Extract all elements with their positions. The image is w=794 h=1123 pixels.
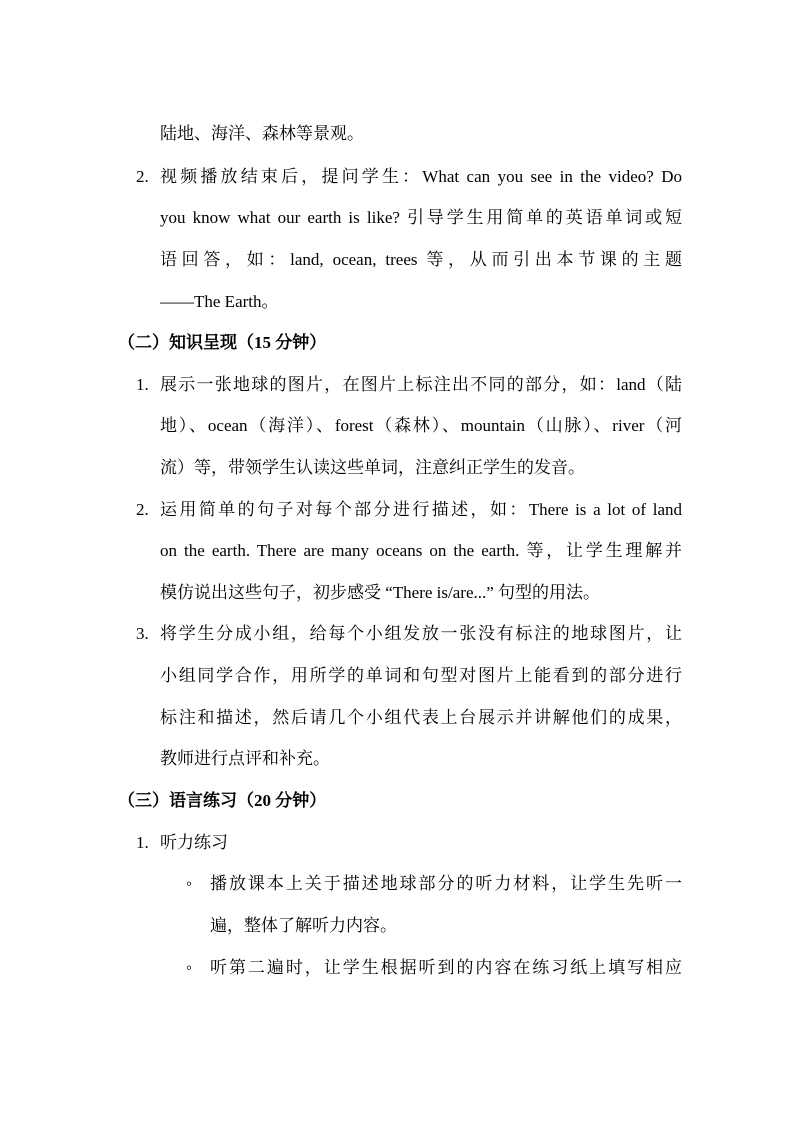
section3-heading: （三）语言练习（20 分钟） [118, 791, 327, 810]
intro-item2-line-1: 视频播放结束后，提问学生：What can you see in the video? Do [160, 167, 682, 186]
intro-item2-line-2: you know what our earth is like? 引导学生用简单的英语单词或短 [160, 208, 682, 227]
section2-item3-line-2: 小组同学合作，用所学的单词和句型对图片上能看到的部分进行 [160, 666, 682, 685]
section2-item2-number: 2. [136, 500, 149, 519]
section2-item1-line-3: 流）等，带领学生认读这些单词，注意纠正学生的发音。 [160, 458, 585, 477]
intro-item1-continuation: 陆地、海洋、森林等景观。 [160, 124, 364, 143]
bullet-circle-icon: ◦ [186, 874, 193, 893]
intro-item2-number: 2. [136, 167, 149, 186]
section2-item1-line-2: 地）、ocean（海洋）、forest（森林）、mountain（山脉）、river（河 [160, 416, 682, 435]
bullet-circle-icon: ◦ [186, 958, 193, 977]
section2-item2-line-3: 模仿说出这些句子，初步感受 “There is/are...” 句型的用法。 [160, 583, 601, 602]
section2-item3-line-4: 教师进行点评和补充。 [160, 749, 330, 768]
section2-item3-line-3: 标注和描述，然后请几个小组代表上台展示并讲解他们的成果， [160, 708, 682, 727]
section2-item2-line-2: on the earth. There are many oceans on the earth. 等，让学生理解并 [160, 541, 682, 560]
intro-item2-line-4: ——The Earth。 [160, 292, 279, 311]
section3-bullet1-line-1: 播放课本上关于描述地球部分的听力材料，让学生先听一 [210, 874, 682, 893]
section2-item1-line-1: 展示一张地球的图片，在图片上标注出不同的部分，如：land（陆 [160, 375, 682, 394]
section2-heading: （二）知识呈现（15 分钟） [118, 333, 327, 352]
section3-bullet1-line-2: 遍，整体了解听力内容。 [210, 916, 397, 935]
section3-item1-number: 1. [136, 833, 149, 852]
section2-item2-line-1: 运用简单的句子对每个部分进行描述，如：There is a lot of land [160, 500, 682, 519]
intro-item2-line-3: 语回答，如：land, ocean, trees 等，从而引出本节课的主题 [160, 250, 682, 269]
section2-item3-line-1: 将学生分成小组，给每个小组发放一张没有标注的地球图片，让 [160, 624, 682, 643]
section3-bullet2-line-1: 听第二遍时，让学生根据听到的内容在练习纸上填写相应 [210, 958, 682, 977]
section3-item1-title: 听力练习 [160, 833, 228, 852]
section2-item1-number: 1. [136, 375, 149, 394]
section2-item3-number: 3. [136, 624, 149, 643]
